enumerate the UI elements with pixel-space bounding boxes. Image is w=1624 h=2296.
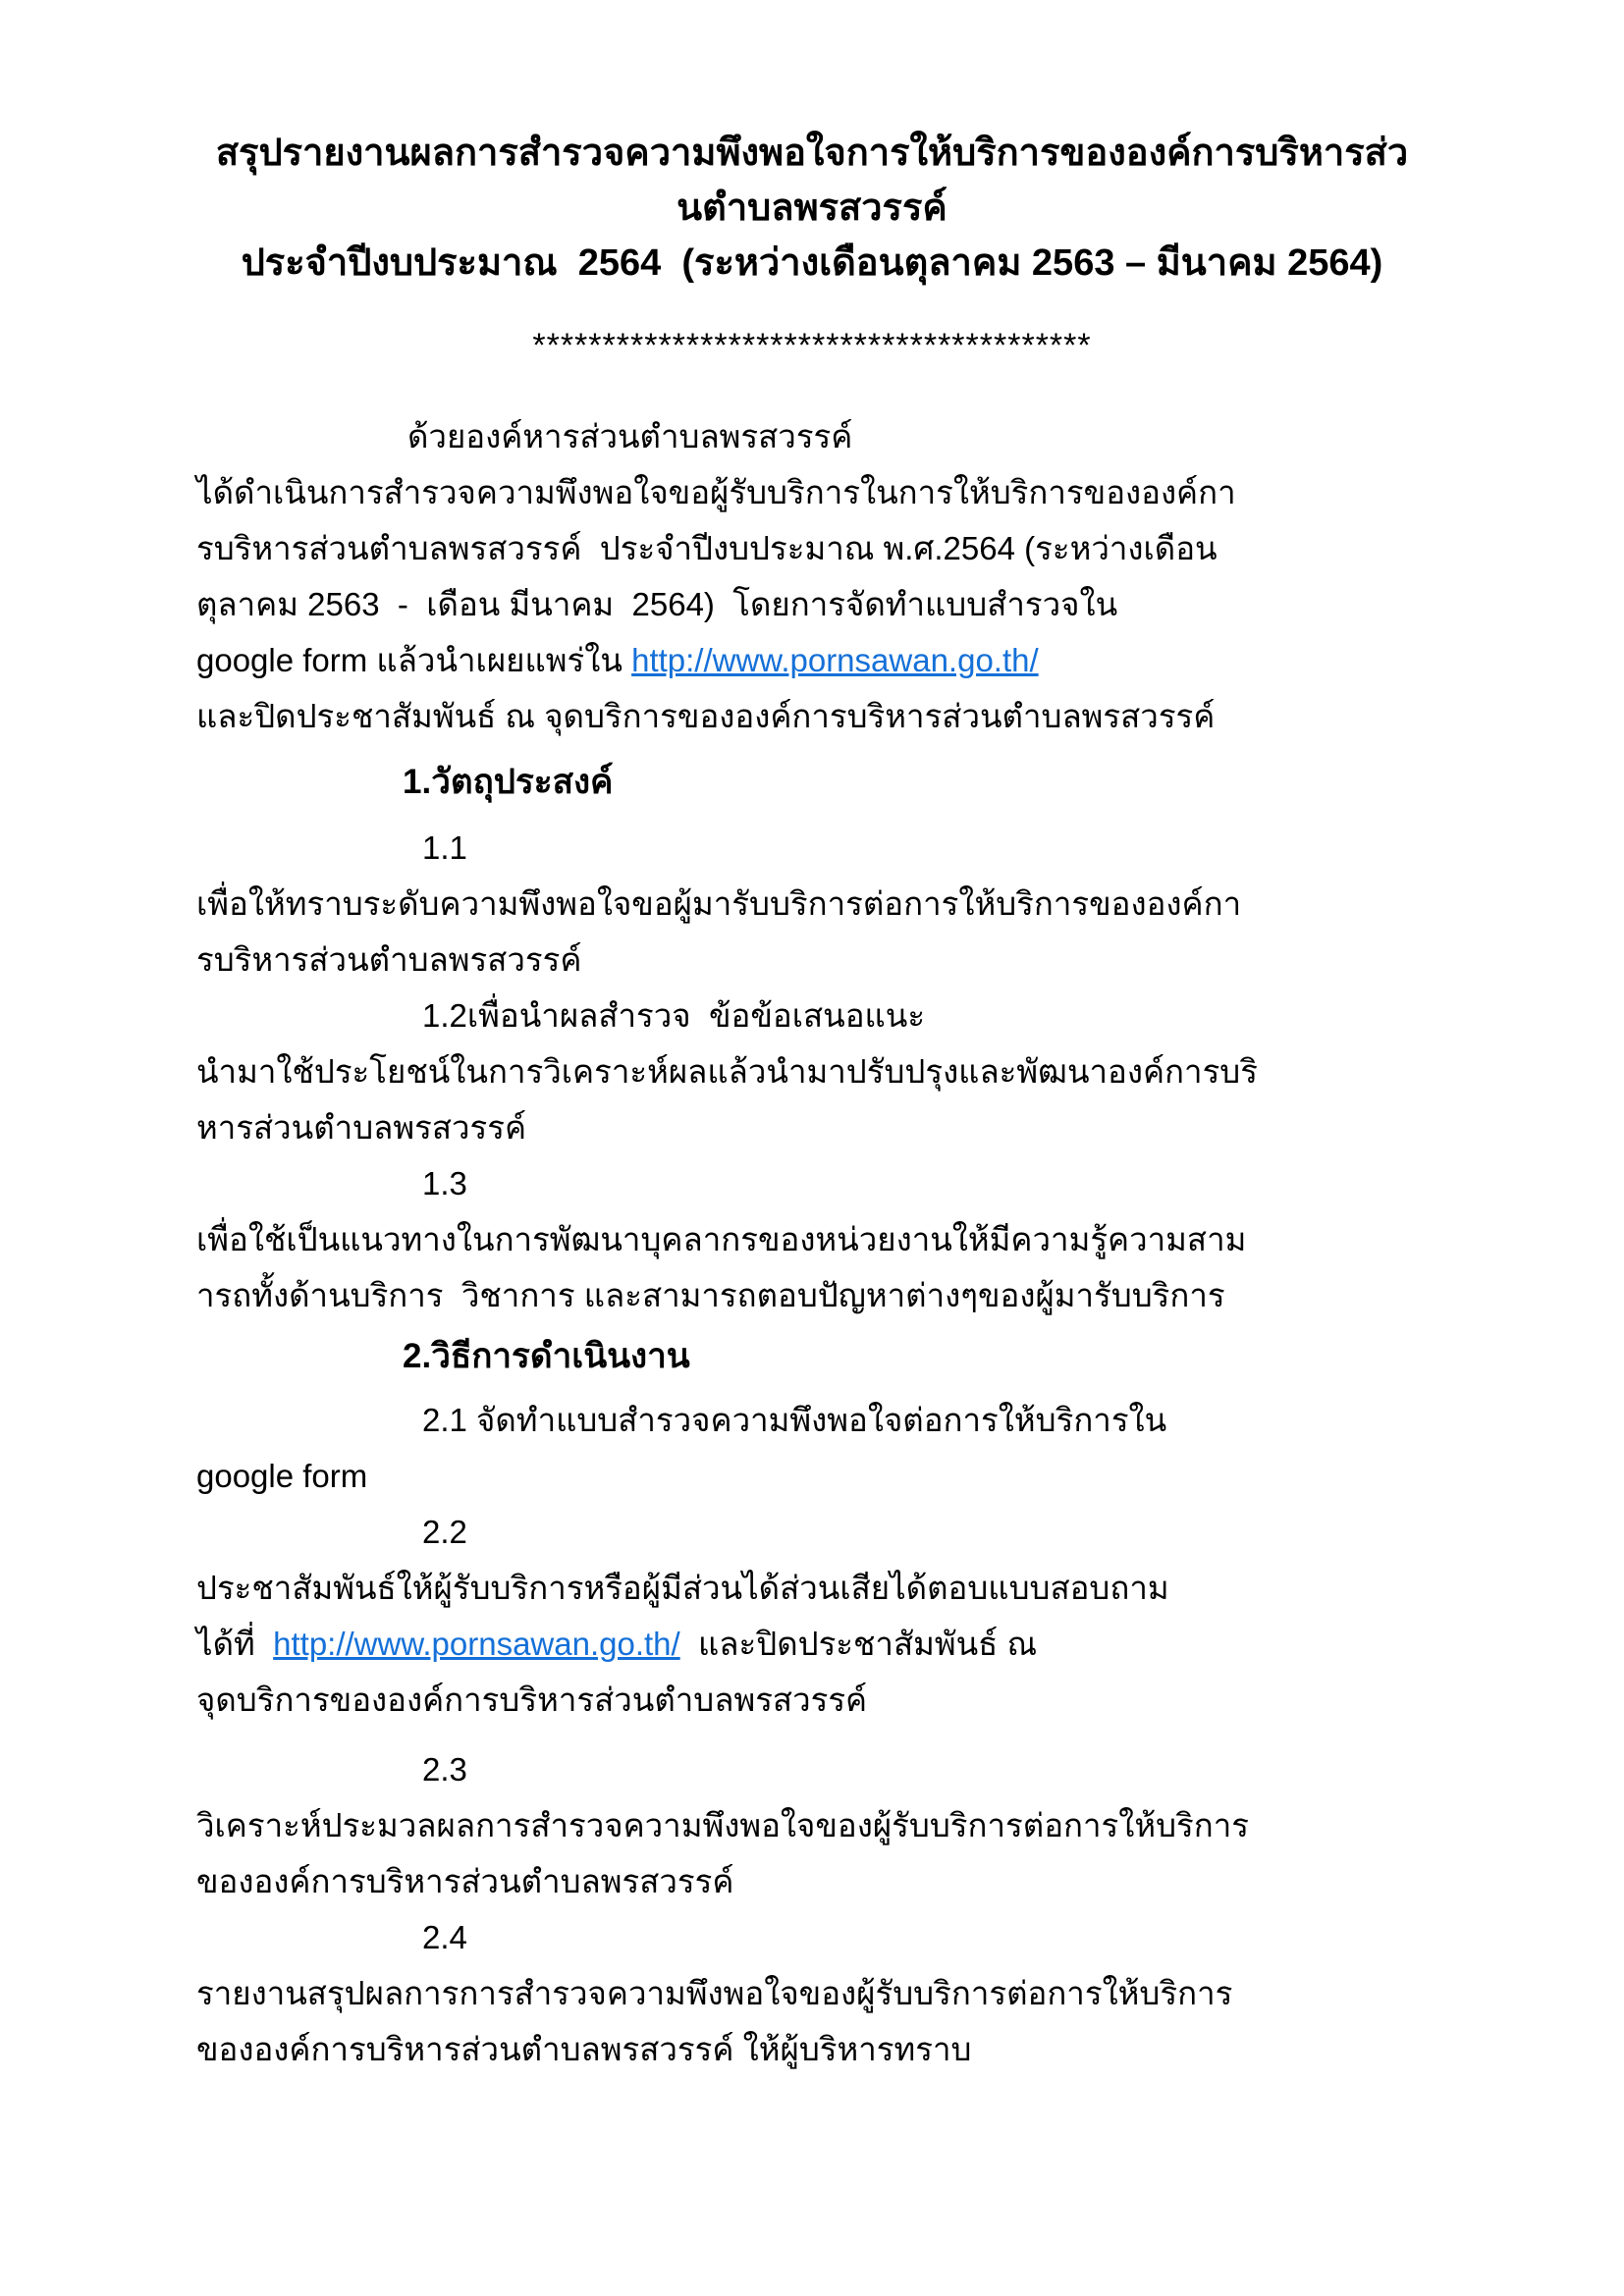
section1-heading: 1.วัตถุประสงค์ [403,763,614,801]
item-1-3-line-2: ารถทั้งด้านบริการ วิชาการ และสามารถตอบปัญหาต่างๆของผู้มารับบริการ [196,1277,1225,1313]
item-2-2-number: 2.2 [422,1514,467,1550]
intro-line-4: ตุลาคม 2563 - เดือน มีนาคม 2564) โดยการจัดทำแบบสำรวจใน [196,586,1118,622]
intro-paragraph [196,408,1428,744]
section1-body [196,820,1428,1323]
item-2-3-line-1: วิเคราะห์ประมวลผลการสำรวจความพึงพอใจของผู้รับบริการต่อการให้บริการ [196,1807,1250,1843]
item-1-2-line-3: หารส่วนตำบลพรสวรรค์ [196,1109,527,1146]
intro-line-5 [196,632,1428,688]
intro-line-2: ได้ดำเนินการสำรวจความพึงพอใจขอผู้รับบริการในการให้บริการขององค์กา [196,474,1236,510]
item-2-2-line-2-suffix: และปิดประชาสัมพันธ์ ณ [679,1626,1038,1662]
item-2-4-number: 2.4 [422,1919,467,1955]
item-2-2-line-3: จุดบริการขององค์การบริหารส่วนตำบลพรสวรรค์ [196,1682,868,1718]
intro-line-3: รบริหารส่วนตำบลพรสวรรค์ ประจำปีงบประมาณ พ.ศ.2564 (ระหว่างเดือน [196,530,1218,566]
intro-line-1: ด้วยองค์หารส่วนตำบลพรสวรรค์ [407,418,853,454]
pornsawan-website-link[interactable]: http://www.pornsawan.go.th/ [631,642,1039,678]
item-1-3-line-1: เพื่อใช้เป็นแนวทางในการพัฒนาบุคลากรของหน่วยงานให้มีความรู้ความสาม [196,1221,1247,1257]
section2-heading: 2.วิธีการดำเนินงาน [403,1337,690,1375]
item-1-2-line-2: นำมาใช้ประโยชน์ในการวิเคราะห์ผลแล้วนำมาปรับปรุงและพัฒนาองค์การบริ [196,1053,1258,1090]
item-1-1-line-2: รบริหารส่วนตำบลพรสวรรค์ [196,941,582,978]
item-2-4-line-2: ขององค์การบริหารส่วนตำบลพรสวรรค์ ให้ผู้บริหารทราบ [196,2031,972,2067]
item-2-1-line-2: google form [196,1458,368,1494]
title-line-2: นตำบลพรสวรรค์ [677,187,947,229]
item-1-1-line-1: เพื่อให้ทราบระดับความพึงพอใจขอผู้มารับบริการต่อการให้บริการขององค์กา [196,885,1242,922]
item-2-4-line-1: รายงานสรุปผลการการสำรวจความพึงพอใจของผู้รับบริการต่อการให้บริการ [196,1975,1233,2011]
intro-line-6: และปิดประชาสัมพันธ์ ณ จุดบริการขององค์การบริหารส่วนตำบลพรสวรรค์ [196,698,1216,734]
intro-line-5-text: google form แล้วนำเผยแพร่ใน [196,642,632,678]
stars-divider: **************************************** [532,327,1092,364]
item-2-2-line-1: ประชาสัมพันธ์ให้ผู้รับบริการหรือผู้มีส่วนได้ส่วนเสียได้ตอบแบบสอบถาม [196,1570,1169,1606]
section2-body [196,1392,1428,2077]
title-line-3: ประจำปีงบประมาณ 2564 (ระหว่างเดือนตุลาคม 2563 – มีนาคม 2564) [241,242,1383,284]
title-line-1: สรุปรายงานผลการสำรวจความพึงพอใจการให้บริการขององค์การบริหารส่ว [215,133,1409,174]
item-2-2-line-2-prefix: ได้ที่ [196,1626,274,1662]
item-1-1-number: 1.1 [422,829,467,866]
item-2-2-line-2 [196,1616,1428,1672]
item-1-2-line-1: 1.2เพื่อนำผลสำรวจ ข้อข้อเสนอแนะ [422,997,926,1034]
title-block [196,0,1428,373]
pornsawan-website-link-2[interactable]: http://www.pornsawan.go.th/ [273,1626,680,1662]
item-2-3-number: 2.3 [422,1751,467,1788]
item-2-1-line-1: 2.1 จัดทำแบบสำรวจความพึงพอใจต่อการให้บริการใน [422,1402,1167,1438]
item-1-3-number: 1.3 [422,1165,467,1201]
item-2-3-line-2: ขององค์การบริหารส่วนตำบลพรสวรรค์ [196,1863,734,1899]
